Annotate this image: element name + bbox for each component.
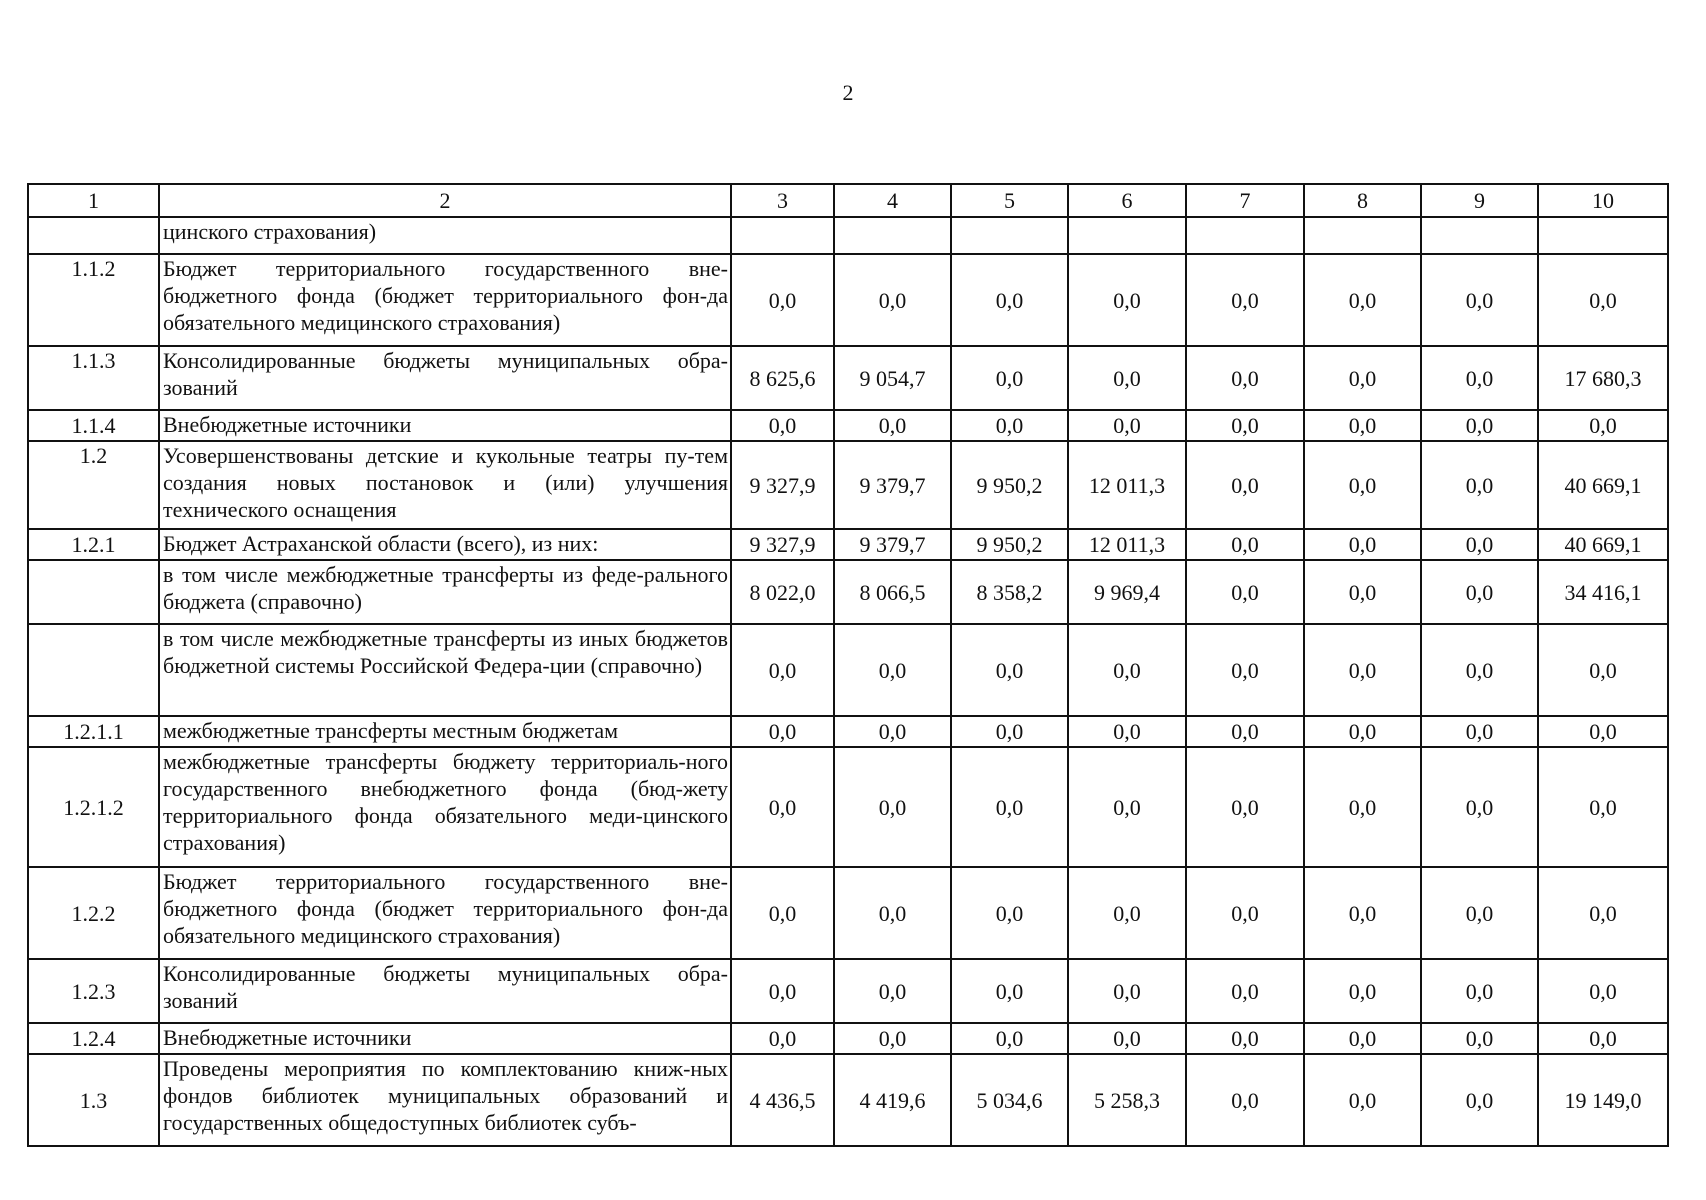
value-cell xyxy=(834,217,951,254)
row-description: Бюджет территориального государственного вне-бюджетного фонда (бюджет территориального фон-да обязательного медицинского страхования) xyxy=(159,254,731,346)
value-cell: 0,0 xyxy=(1421,1023,1538,1054)
value-cell: 0,0 xyxy=(1421,1054,1538,1146)
value-cell: 0,0 xyxy=(1186,346,1304,410)
value-cell: 0,0 xyxy=(1068,959,1186,1023)
value-cell: 0,0 xyxy=(834,959,951,1023)
value-cell: 0,0 xyxy=(834,1023,951,1054)
value-cell: 0,0 xyxy=(1304,410,1421,441)
value-cell: 0,0 xyxy=(1538,867,1668,959)
value-cell: 9 327,9 xyxy=(731,529,834,560)
row-description: цинского страхования) xyxy=(159,217,731,254)
value-cell: 0,0 xyxy=(834,254,951,346)
value-cell: 0,0 xyxy=(1304,1023,1421,1054)
table-row xyxy=(28,747,1668,867)
value-cell: 0,0 xyxy=(731,747,834,867)
value-cell: 0,0 xyxy=(1186,410,1304,441)
value-cell: 9 054,7 xyxy=(834,346,951,410)
row-description: Консолидированные бюджеты муниципальных обра-зований xyxy=(159,959,731,1023)
table-row xyxy=(28,346,1668,410)
value-cell: 0,0 xyxy=(1068,346,1186,410)
row-description: Усовершенствованы детские и кукольные театры пу-тем создания новых постановок и (или) улучшения технического оснащения xyxy=(159,441,731,529)
value-cell xyxy=(951,217,1068,254)
value-cell: 12 011,3 xyxy=(1068,529,1186,560)
value-cell: 0,0 xyxy=(951,747,1068,867)
value-cell: 0,0 xyxy=(834,716,951,747)
row-number: 1.3 xyxy=(28,1054,159,1146)
value-cell: 0,0 xyxy=(1186,254,1304,346)
row-description: Внебюджетные источники xyxy=(159,1023,731,1054)
value-cell: 0,0 xyxy=(951,716,1068,747)
row-number: 1.1.4 xyxy=(28,410,159,441)
value-cell: 0,0 xyxy=(1186,624,1304,716)
value-cell: 0,0 xyxy=(1421,346,1538,410)
value-cell: 0,0 xyxy=(951,346,1068,410)
value-cell: 0,0 xyxy=(1304,959,1421,1023)
value-cell: 40 669,1 xyxy=(1538,441,1668,529)
value-cell xyxy=(1186,217,1304,254)
value-cell: 0,0 xyxy=(1304,747,1421,867)
table-row xyxy=(28,1023,1668,1054)
table-row xyxy=(28,624,1668,716)
value-cell: 0,0 xyxy=(1538,747,1668,867)
row-description: Бюджет территориального государственного вне-бюджетного фонда (бюджет территориального фон-да обязательного медицинского страхования) xyxy=(159,867,731,959)
value-cell: 0,0 xyxy=(731,624,834,716)
value-cell: 0,0 xyxy=(1421,560,1538,624)
value-cell: 0,0 xyxy=(951,410,1068,441)
value-cell: 0,0 xyxy=(731,959,834,1023)
value-cell: 9 327,9 xyxy=(731,441,834,529)
row-number: 1.2.1 xyxy=(28,529,159,560)
row-number: 1.2.1.1 xyxy=(28,716,159,747)
table-row xyxy=(28,959,1668,1023)
value-cell: 0,0 xyxy=(1304,1054,1421,1146)
row-number: 1.2 xyxy=(28,441,159,529)
value-cell: 0,0 xyxy=(1538,410,1668,441)
value-cell xyxy=(731,217,834,254)
row-number xyxy=(28,217,159,254)
value-cell: 0,0 xyxy=(951,624,1068,716)
column-header: 1 xyxy=(28,184,159,217)
value-cell: 0,0 xyxy=(731,867,834,959)
value-cell: 0,0 xyxy=(1304,867,1421,959)
value-cell: 0,0 xyxy=(951,867,1068,959)
value-cell: 0,0 xyxy=(1421,441,1538,529)
value-cell: 0,0 xyxy=(1186,1023,1304,1054)
table-row xyxy=(28,529,1668,560)
value-cell: 0,0 xyxy=(1304,716,1421,747)
value-cell: 0,0 xyxy=(1421,410,1538,441)
column-header: 3 xyxy=(731,184,834,217)
value-cell: 0,0 xyxy=(1304,624,1421,716)
value-cell: 0,0 xyxy=(1538,624,1668,716)
row-number xyxy=(28,624,159,716)
value-cell: 0,0 xyxy=(1068,254,1186,346)
value-cell: 0,0 xyxy=(834,867,951,959)
value-cell: 0,0 xyxy=(1186,959,1304,1023)
value-cell: 0,0 xyxy=(1421,716,1538,747)
value-cell: 0,0 xyxy=(1186,529,1304,560)
value-cell: 0,0 xyxy=(1421,624,1538,716)
value-cell: 4 436,5 xyxy=(731,1054,834,1146)
value-cell: 0,0 xyxy=(1421,529,1538,560)
value-cell: 0,0 xyxy=(1538,716,1668,747)
value-cell: 17 680,3 xyxy=(1538,346,1668,410)
value-cell: 0,0 xyxy=(1068,624,1186,716)
value-cell xyxy=(1304,217,1421,254)
table-header-row xyxy=(28,184,1668,217)
table-row xyxy=(28,560,1668,624)
value-cell: 9 950,2 xyxy=(951,441,1068,529)
value-cell: 0,0 xyxy=(1186,441,1304,529)
value-cell: 19 149,0 xyxy=(1538,1054,1668,1146)
value-cell: 0,0 xyxy=(1421,254,1538,346)
value-cell: 0,0 xyxy=(1186,867,1304,959)
value-cell: 8 022,0 xyxy=(731,560,834,624)
table-row xyxy=(28,254,1668,346)
value-cell: 0,0 xyxy=(1186,560,1304,624)
value-cell: 40 669,1 xyxy=(1538,529,1668,560)
value-cell: 0,0 xyxy=(1068,716,1186,747)
row-number: 1.1.2 xyxy=(28,254,159,346)
value-cell: 0,0 xyxy=(1068,747,1186,867)
value-cell: 0,0 xyxy=(834,410,951,441)
row-number: 1.2.4 xyxy=(28,1023,159,1054)
row-description: Внебюджетные источники xyxy=(159,410,731,441)
row-description: Консолидированные бюджеты муниципальных обра-зований xyxy=(159,346,731,410)
value-cell: 8 358,2 xyxy=(951,560,1068,624)
table-row xyxy=(28,410,1668,441)
value-cell: 0,0 xyxy=(834,747,951,867)
value-cell: 12 011,3 xyxy=(1068,441,1186,529)
budget-table xyxy=(27,183,1669,1147)
value-cell: 0,0 xyxy=(731,410,834,441)
row-number: 1.2.2 xyxy=(28,867,159,959)
value-cell: 0,0 xyxy=(951,959,1068,1023)
row-description: межбюджетные трансферты местным бюджетам xyxy=(159,716,731,747)
row-description: в том числе межбюджетные трансферты из иных бюджетов бюджетной системы Российской Федера-ции (справочно) xyxy=(159,624,731,716)
column-header: 2 xyxy=(159,184,731,217)
value-cell: 0,0 xyxy=(1304,254,1421,346)
value-cell: 8 625,6 xyxy=(731,346,834,410)
value-cell: 0,0 xyxy=(1186,1054,1304,1146)
value-cell: 0,0 xyxy=(1538,1023,1668,1054)
value-cell: 0,0 xyxy=(951,254,1068,346)
value-cell xyxy=(1068,217,1186,254)
value-cell: 0,0 xyxy=(1538,959,1668,1023)
value-cell: 0,0 xyxy=(1186,716,1304,747)
value-cell: 9 969,4 xyxy=(1068,560,1186,624)
column-header: 10 xyxy=(1538,184,1668,217)
value-cell: 0,0 xyxy=(1068,867,1186,959)
value-cell: 34 416,1 xyxy=(1538,560,1668,624)
value-cell: 0,0 xyxy=(1538,254,1668,346)
row-description: Бюджет Астраханской области (всего), из них: xyxy=(159,529,731,560)
column-header: 4 xyxy=(834,184,951,217)
table-row xyxy=(28,1054,1668,1146)
value-cell: 9 379,7 xyxy=(834,529,951,560)
column-header: 7 xyxy=(1186,184,1304,217)
value-cell: 0,0 xyxy=(731,254,834,346)
value-cell: 0,0 xyxy=(1068,410,1186,441)
page-number: 2 xyxy=(842,80,854,105)
row-number: 1.2.1.2 xyxy=(28,747,159,867)
value-cell xyxy=(1421,217,1538,254)
value-cell xyxy=(1538,217,1668,254)
value-cell: 9 379,7 xyxy=(834,441,951,529)
table-row xyxy=(28,217,1668,254)
value-cell: 0,0 xyxy=(1304,441,1421,529)
row-number: 1.2.3 xyxy=(28,959,159,1023)
row-number xyxy=(28,560,159,624)
row-description: межбюджетные трансферты бюджету территориаль-ного государственного внебюджетного фонда (бюд-жету территориального фонда обязательного меди-цинского страхования) xyxy=(159,747,731,867)
value-cell: 0,0 xyxy=(1304,529,1421,560)
row-description: Проведены мероприятия по комплектованию книж-ных фондов библиотек муниципальных образований и государственных общедоступных библиотек субъ- xyxy=(159,1054,731,1146)
value-cell: 0,0 xyxy=(1421,959,1538,1023)
value-cell: 0,0 xyxy=(1304,346,1421,410)
value-cell: 0,0 xyxy=(951,1023,1068,1054)
value-cell: 0,0 xyxy=(1068,1023,1186,1054)
table-row xyxy=(28,441,1668,529)
value-cell: 4 419,6 xyxy=(834,1054,951,1146)
value-cell: 5 034,6 xyxy=(951,1054,1068,1146)
column-header: 8 xyxy=(1304,184,1421,217)
value-cell: 8 066,5 xyxy=(834,560,951,624)
value-cell: 0,0 xyxy=(1186,747,1304,867)
table-row xyxy=(28,716,1668,747)
value-cell: 0,0 xyxy=(1304,560,1421,624)
value-cell: 0,0 xyxy=(731,1023,834,1054)
table-row xyxy=(28,867,1668,959)
value-cell: 9 950,2 xyxy=(951,529,1068,560)
row-description: в том числе межбюджетные трансферты из феде-рального бюджета (справочно) xyxy=(159,560,731,624)
row-number: 1.1.3 xyxy=(28,346,159,410)
value-cell: 0,0 xyxy=(1421,867,1538,959)
column-header: 5 xyxy=(951,184,1068,217)
value-cell: 0,0 xyxy=(1421,747,1538,867)
value-cell: 0,0 xyxy=(731,716,834,747)
column-header: 9 xyxy=(1421,184,1538,217)
column-header: 6 xyxy=(1068,184,1186,217)
value-cell: 0,0 xyxy=(834,624,951,716)
value-cell: 5 258,3 xyxy=(1068,1054,1186,1146)
